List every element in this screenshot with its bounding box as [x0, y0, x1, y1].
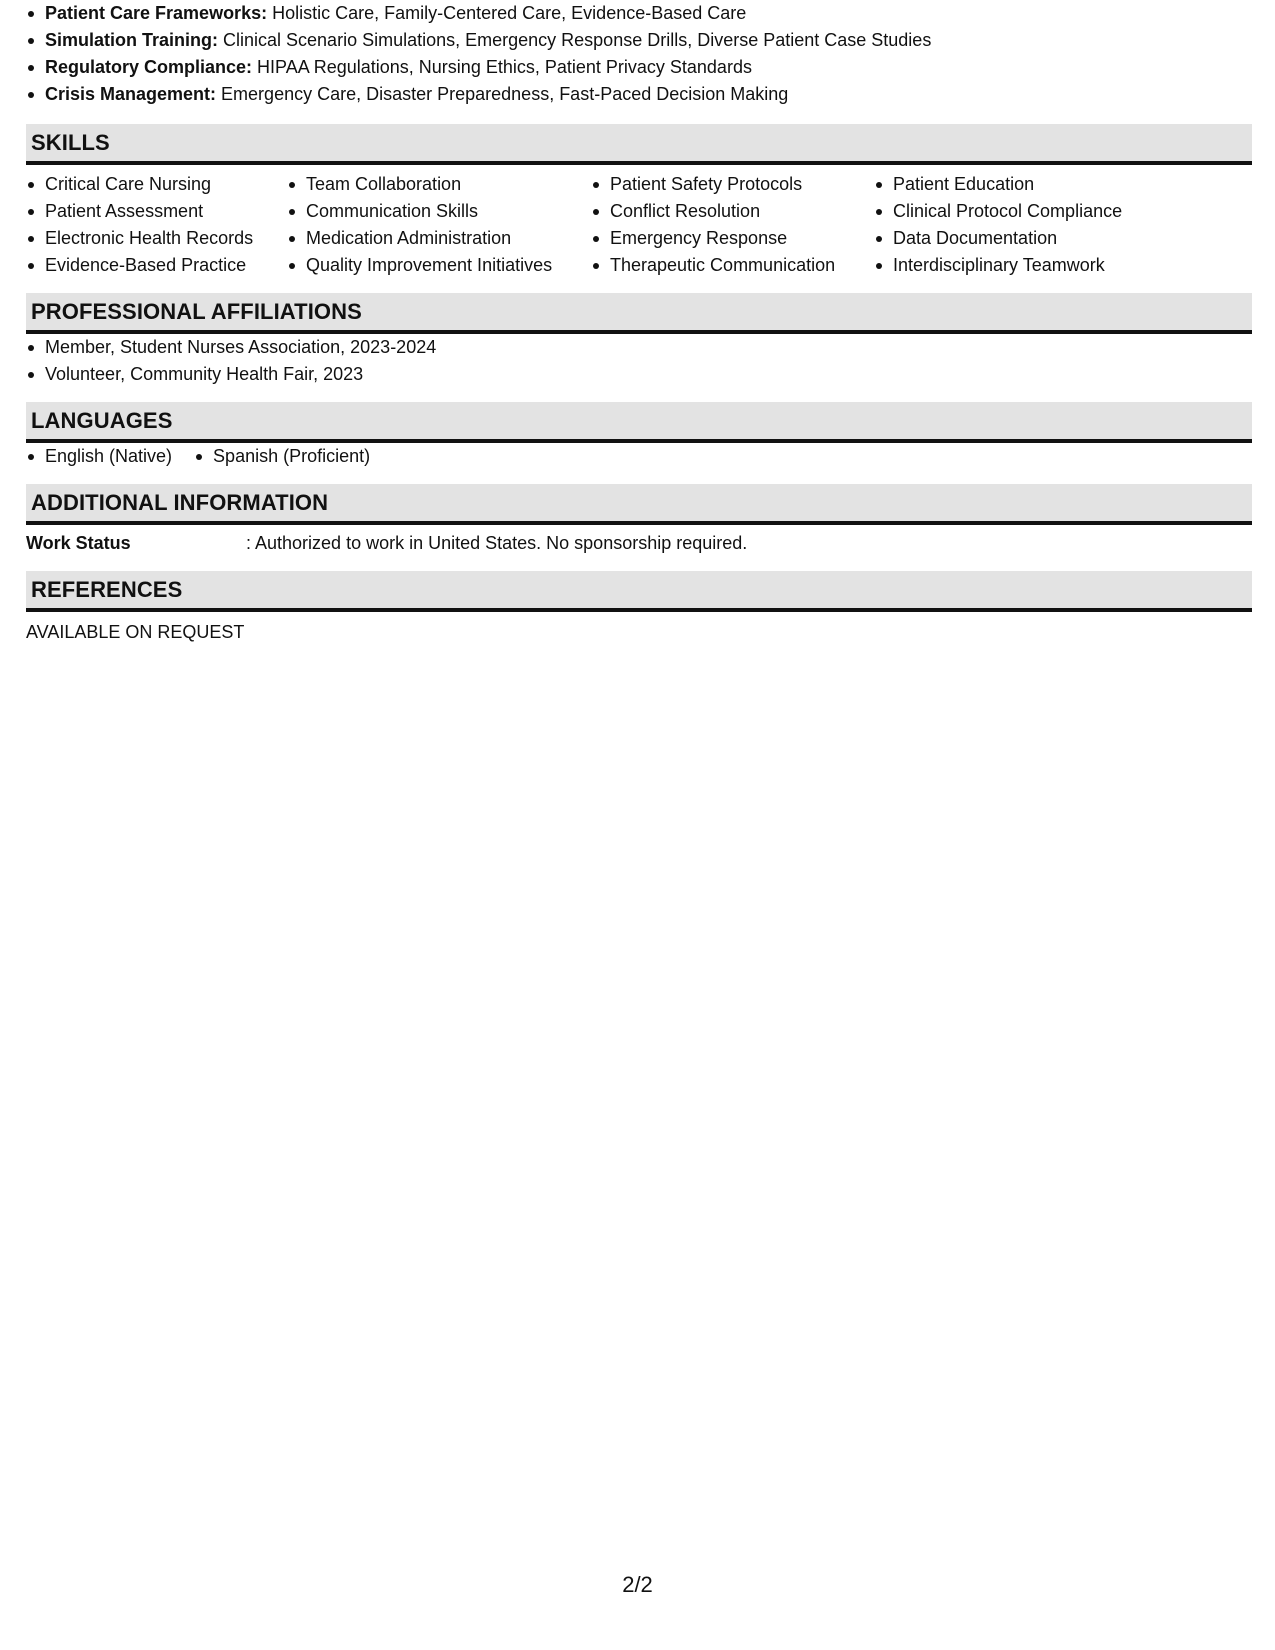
skills-heading: SKILLS	[26, 124, 1252, 165]
item-text: HIPAA Regulations, Nursing Ethics, Patient Privacy Standards	[252, 57, 752, 77]
skill-item: Emergency Response	[591, 225, 874, 252]
item-text: Emergency Care, Disaster Preparedness, Fast-Paced Decision Making	[216, 84, 789, 104]
language-item: English (Native)	[26, 443, 172, 470]
skill-item: Medication Administration	[287, 225, 591, 252]
skill-item: Therapeutic Communication	[591, 252, 874, 279]
affiliation-item: Member, Student Nurses Association, 2023-2024	[26, 334, 1252, 361]
training-list	[26, 0, 1252, 108]
skills-column	[287, 171, 591, 279]
list-item	[26, 0, 1252, 27]
skill-item: Patient Education	[874, 171, 1234, 198]
skill-item: Electronic Health Records	[26, 225, 287, 252]
skill-item: Data Documentation	[874, 225, 1234, 252]
skill-item: Patient Safety Protocols	[591, 171, 874, 198]
skill-item: Communication Skills	[287, 198, 591, 225]
affiliations-heading: PROFESSIONAL AFFILIATIONS	[26, 293, 1252, 334]
skill-item: Clinical Protocol Compliance	[874, 198, 1234, 225]
skill-item: Conflict Resolution	[591, 198, 874, 225]
work-status-label: Work Status	[26, 533, 131, 553]
resume-page	[26, 0, 1252, 646]
page-number: 2/2	[622, 1572, 653, 1597]
item-text: Clinical Scenario Simulations, Emergency Response Drills, Diverse Patient Case Studies	[218, 30, 932, 50]
list-item	[26, 81, 1252, 108]
item-label: Crisis Management:	[45, 84, 217, 104]
skills-column	[591, 171, 874, 279]
references-heading: REFERENCES	[26, 571, 1252, 612]
skill-item: Patient Assessment	[26, 198, 287, 225]
languages-list	[26, 443, 1252, 470]
skills-column	[26, 171, 287, 279]
skills-grid	[26, 171, 1252, 279]
work-status-value: : Authorized to work in United States. No sponsorship required.	[246, 533, 748, 553]
item-text: Holistic Care, Family-Centered Care, Evidence-Based Care	[267, 3, 747, 23]
references-text: AVAILABLE ON REQUEST	[26, 622, 245, 642]
language-item: Spanish (Proficient)	[194, 443, 370, 470]
skill-item: Quality Improvement Initiatives	[287, 252, 591, 279]
skill-item: Interdisciplinary Teamwork	[874, 252, 1234, 279]
list-item	[26, 27, 1252, 54]
skill-item: Evidence-Based Practice	[26, 252, 287, 279]
list-item	[26, 54, 1252, 81]
item-label: Simulation Training:	[45, 30, 219, 50]
skills-column	[874, 171, 1234, 279]
item-label: Regulatory Compliance:	[45, 57, 253, 77]
item-label: Patient Care Frameworks:	[45, 3, 268, 23]
additional-info-heading: ADDITIONAL INFORMATION	[26, 484, 1252, 525]
languages-heading: LANGUAGES	[26, 402, 1252, 443]
affiliations-list	[26, 334, 1252, 388]
skill-item: Critical Care Nursing	[26, 171, 287, 198]
affiliation-item: Volunteer, Community Health Fair, 2023	[26, 361, 1252, 388]
work-status-row	[26, 530, 1252, 557]
skill-item: Team Collaboration	[287, 171, 591, 198]
